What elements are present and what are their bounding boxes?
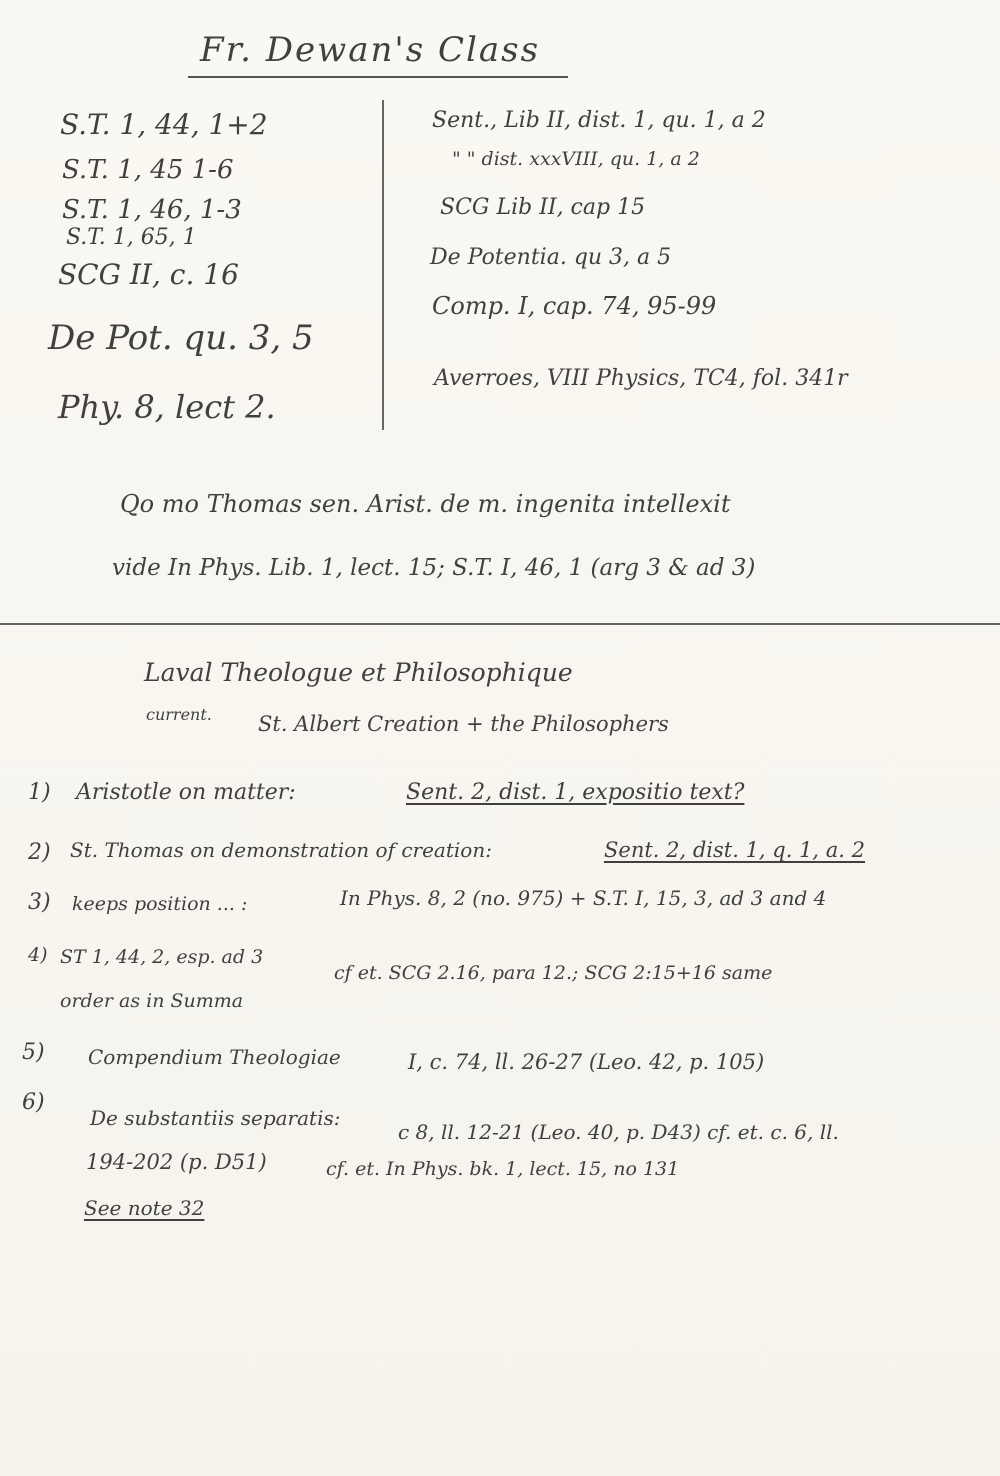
item-number: 1)	[28, 780, 51, 805]
item-ref: I, c. 74, ll. 26-27 (Leo. 42, p. 105)	[408, 1050, 765, 1074]
page-title: Fr. Dewan's Class	[200, 30, 541, 70]
right-ref: Comp. I, cap. 74, 95-99	[432, 292, 717, 320]
item-text: De substantiis separatis:	[90, 1106, 341, 1130]
item-number: 2)	[28, 840, 51, 865]
left-ref: Phy. 8, lect 2.	[58, 388, 276, 426]
laval-title: Laval Theologue et Philosophique	[144, 658, 573, 687]
left-ref: S.T. 1, 45 1-6	[62, 155, 234, 185]
item-text: order as in Summa	[60, 990, 244, 1012]
section-divider	[0, 623, 1000, 625]
item-text: Compendium Theologiae	[88, 1045, 341, 1069]
right-ref: Sent., Lib II, dist. 1, qu. 1, a 2	[432, 108, 766, 133]
item-ref: cf. et. In Phys. bk. 1, lect. 15, no 131	[326, 1158, 680, 1180]
left-ref: De Pot. qu. 3, 5	[48, 318, 314, 358]
item-text: ST 1, 44, 2, esp. ad 3	[60, 946, 264, 968]
see-note: See note 32	[84, 1196, 205, 1220]
current-text: St. Albert Creation + the Philosophers	[258, 712, 669, 736]
right-ref: Averroes, VIII Physics, TC4, fol. 341r	[434, 366, 848, 391]
item-ref: Sent. 2, dist. 1, q. 1, a. 2	[604, 838, 866, 862]
item-text: Aristotle on matter:	[76, 780, 296, 805]
item-number: 4)	[28, 944, 48, 966]
right-ref: De Potentia. qu 3, a 5	[430, 245, 672, 270]
item-ref: cf et. SCG 2.16, para 12.; SCG 2:15+16 same	[334, 962, 773, 984]
item-number: 5)	[22, 1040, 45, 1065]
left-ref: SCG II, c. 16	[58, 258, 239, 291]
title-underline	[188, 76, 568, 78]
left-ref: S.T. 1, 46, 1-3	[62, 195, 242, 225]
quote-line: Qo mo Thomas sen. Arist. de m. ingenita intellexit	[120, 490, 731, 518]
item-ref: c 8, ll. 12-21 (Leo. 40, p. D43) cf. et. c. 6, ll.	[398, 1120, 839, 1144]
item-ref: Sent. 2, dist. 1, expositio text?	[406, 780, 745, 805]
item-text: keeps position ... :	[72, 893, 248, 915]
quote-line: vide In Phys. Lib. 1, lect. 15; S.T. I, 46, 1 (arg 3 & ad 3)	[112, 555, 756, 581]
item-ref: In Phys. 8, 2 (no. 975) + S.T. I, 15, 3, ad 3 and 4	[340, 886, 827, 910]
item-text: 194-202 (p. D51)	[86, 1150, 267, 1174]
right-ref: SCG Lib II, cap 15	[440, 195, 646, 220]
left-ref: S.T. 1, 44, 1+2	[60, 108, 268, 141]
column-divider	[382, 100, 384, 430]
current-label: current.	[146, 705, 212, 724]
item-number: 6)	[22, 1090, 45, 1115]
item-text: St. Thomas on demonstration of creation:	[70, 838, 492, 862]
item-number: 3)	[28, 890, 51, 915]
left-ref: S.T. 1, 65, 1	[66, 225, 197, 250]
right-ref: " " dist. xxxVIII, qu. 1, a 2	[452, 148, 700, 170]
